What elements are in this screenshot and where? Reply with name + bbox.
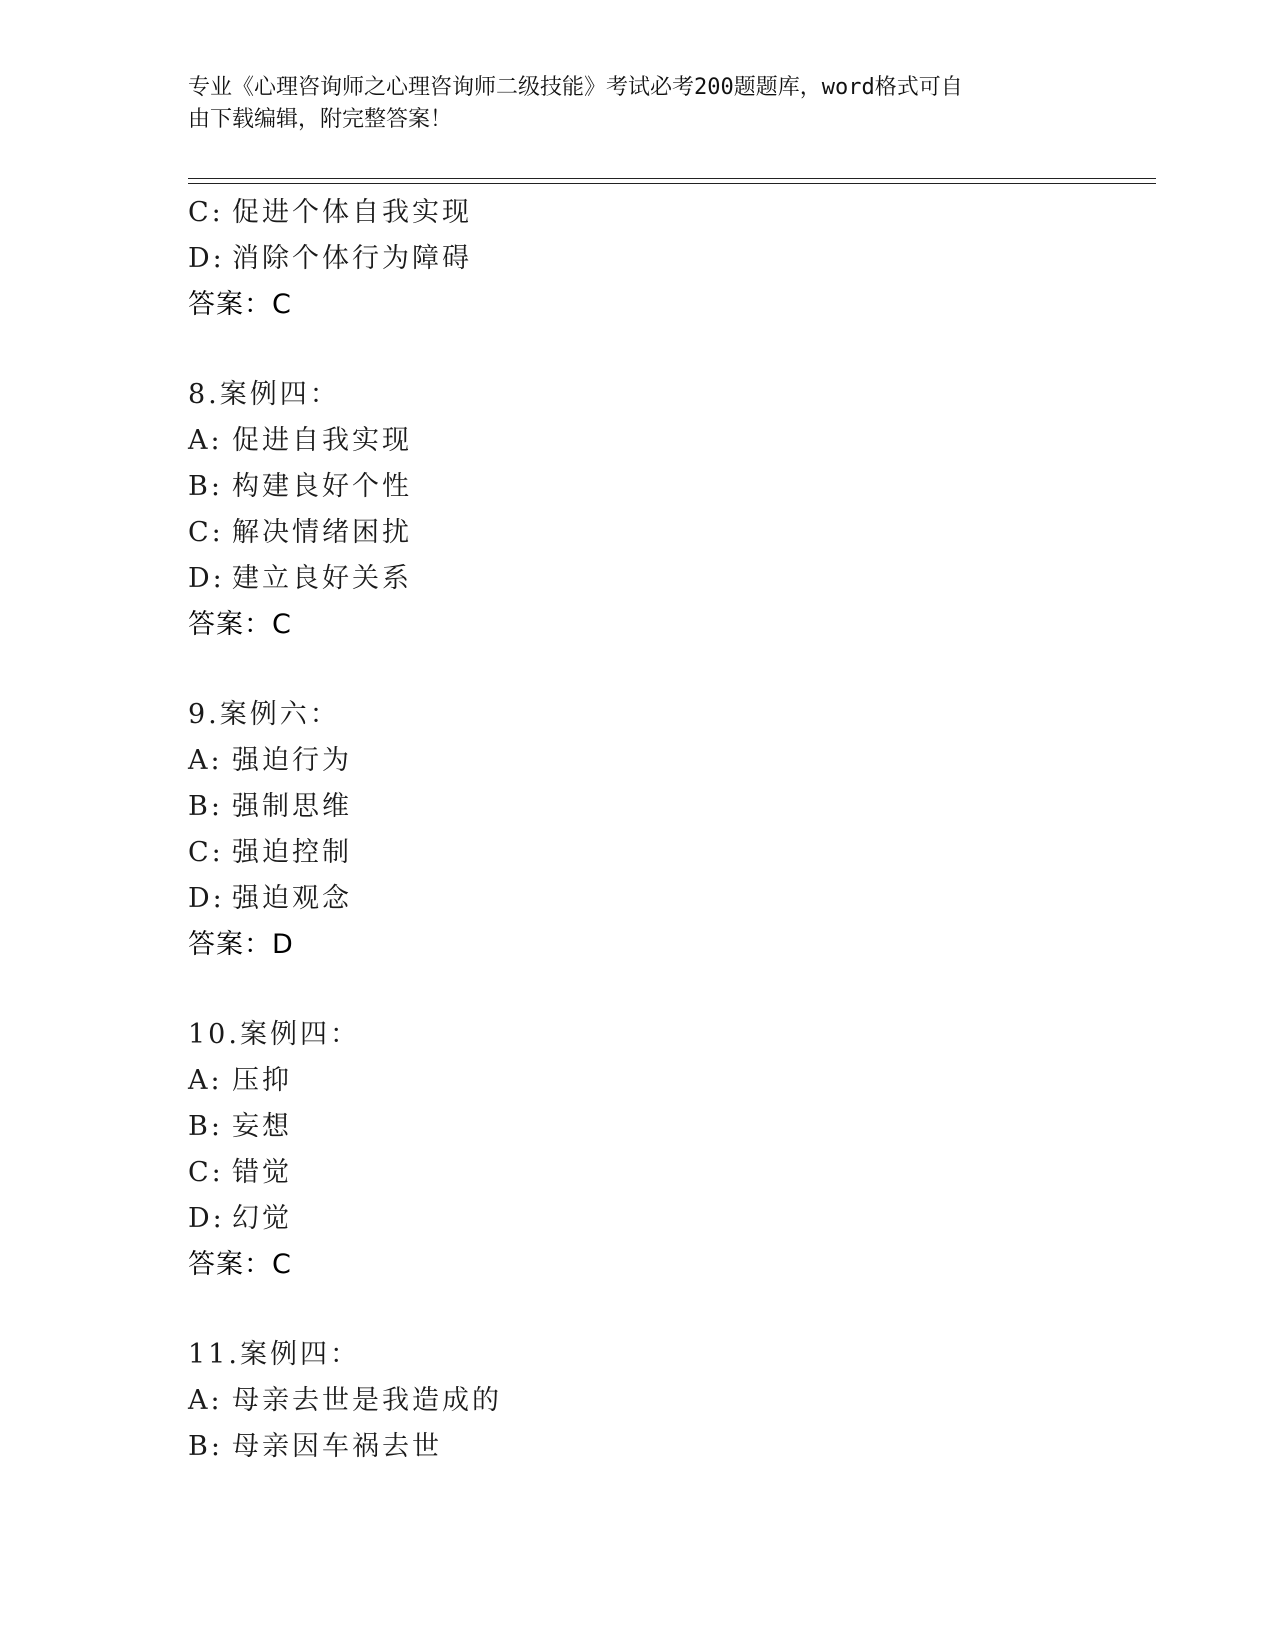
option-text: 强迫行为	[232, 745, 352, 776]
document-header	[188, 72, 1068, 136]
option-text: 妄想	[232, 1111, 292, 1142]
answer-line: 答案：C	[188, 609, 292, 640]
header-divider-bottom	[188, 183, 1156, 184]
header-divider-top	[188, 178, 1156, 179]
option-letter: D:	[188, 243, 225, 274]
option-text: 母亲去世是我造成的	[232, 1385, 502, 1416]
spacer	[188, 648, 1156, 692]
option-a	[188, 1378, 1156, 1424]
option-b	[188, 784, 1156, 830]
option-c	[188, 1150, 1156, 1196]
spacer	[188, 1288, 1156, 1332]
option-text: 建立良好关系	[232, 563, 412, 594]
question-9	[188, 692, 1156, 968]
option-letter: D:	[188, 563, 225, 594]
option-c	[188, 830, 1156, 876]
option-text: 促进自我实现	[232, 425, 412, 456]
option-c	[188, 190, 1156, 236]
answer-line: 答案：D	[188, 929, 294, 960]
option-text: 压抑	[232, 1065, 292, 1096]
option-text: 促进个体自我实现	[232, 197, 472, 228]
option-a	[188, 738, 1156, 784]
option-d	[188, 876, 1156, 922]
option-b	[188, 1424, 1156, 1470]
header-line-1: 专业《心理咨询师之心理咨询师二级技能》考试必考200题题库，word格式可自	[188, 75, 963, 100]
option-text: 错觉	[232, 1157, 292, 1188]
option-b	[188, 1104, 1156, 1150]
answer-line: 答案：C	[188, 289, 292, 320]
option-text: 解决情绪困扰	[232, 517, 412, 548]
question-title: 8.案例四：	[188, 379, 340, 410]
option-text: 母亲因车祸去世	[232, 1431, 442, 1462]
question-title: 11.案例四：	[188, 1339, 360, 1370]
option-d	[188, 236, 1156, 282]
option-d	[188, 556, 1156, 602]
option-letter: A:	[188, 425, 223, 456]
question-11	[188, 1332, 1156, 1470]
option-letter: D:	[188, 1203, 225, 1234]
option-text: 消除个体行为障碍	[232, 243, 472, 274]
question-title: 10.案例四：	[188, 1019, 360, 1050]
spacer	[188, 328, 1156, 372]
option-letter: B:	[188, 1111, 223, 1142]
option-letter: B:	[188, 471, 223, 502]
option-letter: A:	[188, 1065, 223, 1096]
option-letter: C:	[188, 517, 224, 548]
option-d	[188, 1196, 1156, 1242]
answer-line: 答案：C	[188, 1249, 292, 1280]
option-letter: B:	[188, 791, 223, 822]
option-text: 强迫观念	[232, 883, 352, 914]
option-text: 幻觉	[232, 1203, 292, 1234]
header-line-2: 由下载编辑，附完整答案！	[188, 107, 453, 132]
question-title: 9.案例六：	[188, 699, 340, 730]
option-a	[188, 418, 1156, 464]
question-fragment	[188, 190, 1156, 328]
question-8	[188, 372, 1156, 648]
option-letter: C:	[188, 1157, 224, 1188]
option-text: 强制思维	[232, 791, 352, 822]
question-list	[188, 190, 1156, 1470]
option-letter: C:	[188, 197, 224, 228]
option-letter: C:	[188, 837, 224, 868]
option-letter: B:	[188, 1431, 223, 1462]
option-letter: A:	[188, 1385, 223, 1416]
spacer	[188, 968, 1156, 1012]
question-10	[188, 1012, 1156, 1288]
option-text: 强迫控制	[232, 837, 352, 868]
option-b	[188, 464, 1156, 510]
option-text: 构建良好个性	[232, 471, 412, 502]
option-c	[188, 510, 1156, 556]
option-letter: D:	[188, 883, 225, 914]
option-a	[188, 1058, 1156, 1104]
option-letter: A:	[188, 745, 223, 776]
